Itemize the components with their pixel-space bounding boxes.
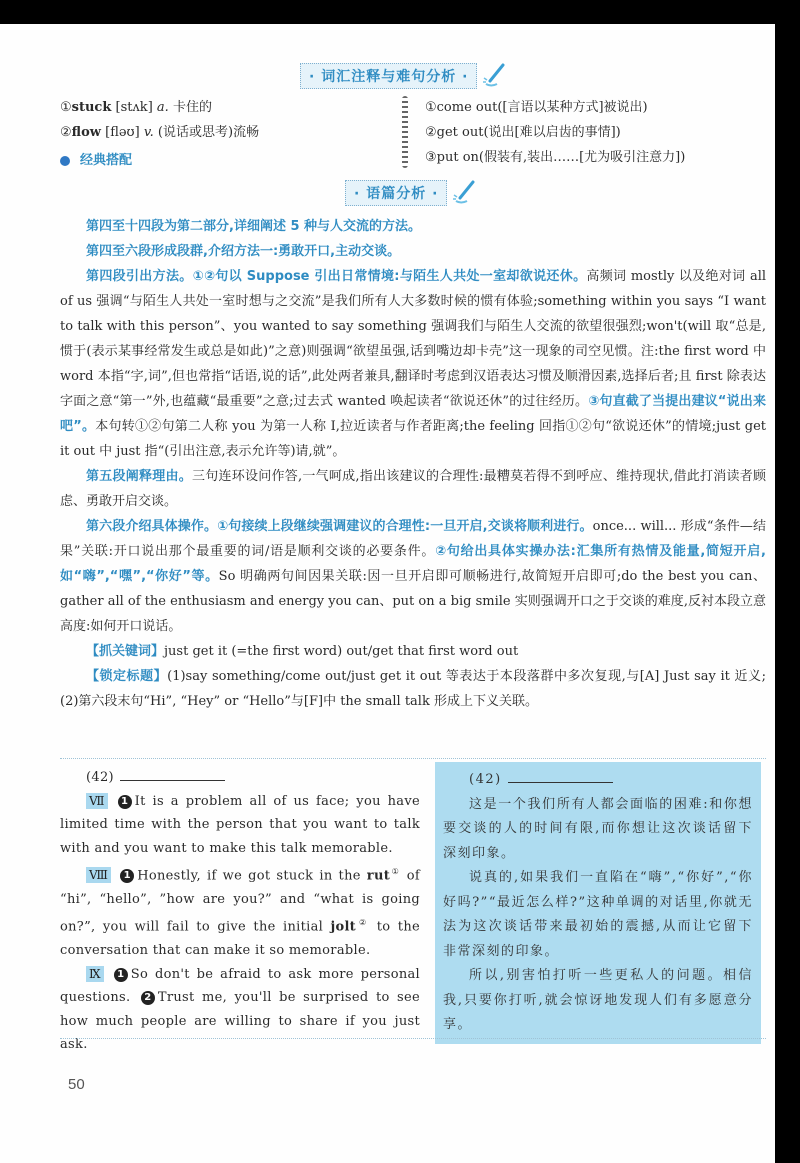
glossary-word: stuck xyxy=(71,100,112,115)
collocation-item: ①come out([言语以某种方式]被说出) xyxy=(425,100,648,115)
question-42: (42) xyxy=(443,768,753,793)
analysis-paragraph-6: 第六段介绍具体操作。①句接续上段继续强调建议的合理性:一旦开启,交谈将顺利进行。once... will... 形成“条件—结果”关联:开口说出那个最重要的词/语是顺利交谈的必要条件。②句给出具体实操办法:汇集所有热情及能量,简短开启,如“嗨”,“嘿”,“你好”等。So 明确两句间因果关联:因一旦开启即可顺畅进行,故简短开启即可;do the best you can、gather all of the enthusiasm and energy you can、put on a big smile 实则强调开口之于交谈的难度,反衬本段立意高度:如何开口说话。 xyxy=(60,519,766,634)
bullet-dot-icon xyxy=(60,156,70,166)
analysis-section-title: · 语篇分析 · xyxy=(345,180,447,206)
glossary-item: ②flow [fləʊ] v. (说话或思考)流畅 xyxy=(60,125,260,140)
discourse-analysis xyxy=(60,214,766,714)
collocation-item: ②get out(说出[难以启齿的事情]) xyxy=(425,125,621,140)
collocation-item: ③put on(假装有,装出……[尤为吸引注意力]) xyxy=(425,150,686,165)
paragraph-number-badge: Ⅷ xyxy=(86,867,111,883)
collocation-list xyxy=(425,95,765,170)
dotted-divider xyxy=(60,1038,766,1039)
glossary-word: flow xyxy=(71,125,101,140)
sentence-number: 2 xyxy=(141,991,155,1005)
passage-paragraph: Ⅷ 1 Honestly, if we got stuck in the rut① of “hi”, “hello”, ”how are you?” and “what is going on?”, you will fail to give the initial jolt② to the conversation that can make it so memorable. xyxy=(60,867,420,959)
analysis-line: 第四至十四段为第二部分,详细阐述 5 种与人交流的方法。 xyxy=(86,219,422,234)
translation-paragraph: 说真的,如果我们一直陷在“嗨”,“你好”,“你好吗?”“最近怎么样?”这种单调的对话里,你就无法为这次谈话带来最初始的震撼,从而让它留下非常深刻的印象。 xyxy=(443,870,753,959)
pen-icon xyxy=(481,63,507,89)
translation-box xyxy=(435,762,761,1044)
textbook-page xyxy=(0,24,775,1163)
classic-collocation-heading: 经典搭配 xyxy=(60,148,390,173)
translation-paragraph: 这是一个我们所有人都会面临的困难:和你想要交谈的人的时间有限,而你想让这次谈话留下深刻印象。 xyxy=(443,796,753,861)
vocab-section-title: · 词汇注释与难句分析 · xyxy=(300,63,477,89)
paragraph-number-badge: Ⅶ xyxy=(86,793,108,809)
answer-blank[interactable] xyxy=(508,768,613,783)
analysis-paragraph-4: 第四段引出方法。①②句以 Suppose 引出日常情境:与陌生人共处一室却欲说还休。高频词 mostly 以及绝对词 all of us 强调“与陌生人共处一室时想与之交流”是我们所有人大多数时候的惯有体验;something within you says “I want to talk with this person”、you wanted to say something 强调我们与陌生人交流的欲望很强烈;won't(will 取“总是,惯于(表示某事经常发生或总是如此)”之意)则强调“欲望虽强,话到嘴边却卡壳”这一现象的司空见惯。注:the first word 中 word 本指“字,词”,但也常指“话语,说的话”,此处两者兼具,翻译时考虑到汉语表达习惯及顺滑因素,选择后者;且 first 除表达字面之意“第一”外,也蕴藏“最重要”之意;过去式 wanted 唤起读者“欲说还休”的过往经历。③句直截了当提出建议“说出来吧”。本句转①②句第二人称 you 为第一人称 I,拉近读者与作者距离;the feeling 回指①②句“欲说还休”的情境;just get it out 中 just 指“(引出注意,表示允许等)请,就”。 xyxy=(60,269,767,459)
sentence-number: 1 xyxy=(114,968,128,982)
glossary-list xyxy=(60,95,390,173)
vocab-section-header xyxy=(300,63,507,89)
translation-paragraph: 所以,别害怕打听一些更私人的问题。相信我,只要你打听,就会惊讶地发现人们有多愿意分享。 xyxy=(443,968,753,1032)
passage-paragraph: Ⅶ 1 It is a problem all of us face; you have limited time with the person that you want to talk with and you want to make this talk memorable. xyxy=(60,793,420,856)
passage-paragraph: Ⅸ 1 So don't be afraid to ask more personal questions. 2 Trust me, you'll be surprised to see how much people are willing to share if you just ask. xyxy=(60,966,421,1053)
english-passage xyxy=(60,766,420,1057)
glossed-word: jolt xyxy=(330,919,356,935)
sentence-number: 1 xyxy=(118,795,132,809)
question-42: (42) xyxy=(60,766,420,790)
analysis-section-header xyxy=(345,180,477,206)
glossary-item: ①stuck [stʌk] a. 卡住的 xyxy=(60,100,212,115)
pen-icon xyxy=(451,180,477,206)
keyword-note: 【抓关键词】just get it (=the first word) out/get that first word out xyxy=(86,644,519,659)
analysis-paragraph-5: 第五段阐释理由。三句连环设问作答,一气呵成,指出该建议的合理性:最糟莫若得不到呼应、维持现状,借此打消读者顾虑、勇敢开启交谈。 xyxy=(60,469,766,509)
paragraph-number-badge: Ⅸ xyxy=(86,966,104,982)
glossed-word: rut xyxy=(366,868,391,884)
analysis-line: 第四至六段形成段群,介绍方法一:勇敢开口,主动交谈。 xyxy=(86,244,401,259)
dotted-divider xyxy=(60,758,766,759)
title-lock-note: 【锁定标题】(1)say something/come out/just get it out 等表达于本段落群中多次复现,与[A] Just say it 近义;(2)第六段末句“Hi”, “Hey” or “Hello”与[F]中 the small talk 形成上下义关联。 xyxy=(60,669,766,709)
answer-blank[interactable] xyxy=(120,766,225,781)
sentence-number: 1 xyxy=(120,869,134,883)
page-number: 50 xyxy=(68,1076,85,1093)
squiggle-divider xyxy=(402,96,408,168)
